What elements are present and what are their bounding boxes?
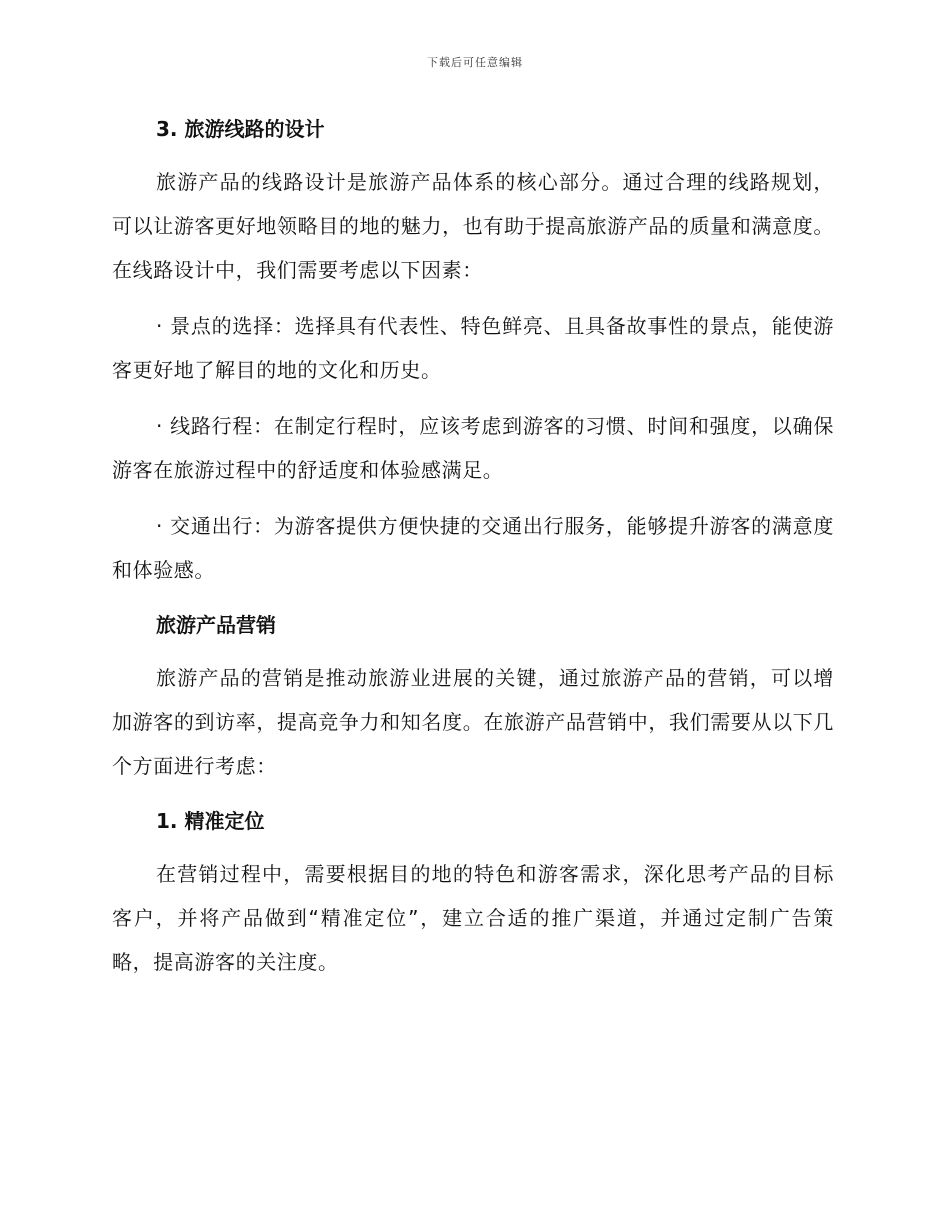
header-note: 下载后可任意编辑 xyxy=(427,56,523,69)
document-body xyxy=(112,110,834,984)
paragraph-marketing-intro: 旅游产品的营销是推动旅游业进展的关键，通过旅游产品的营销，可以增加游客的到访率，提高竞争力和知名度。在旅游产品营销中，我们需要从以下几个方面进行考虑： xyxy=(112,666,834,778)
bullet-transport: · 交通出行：为游客提供方便快捷的交通出行服务，能够提升游客的满意度和体验感。 xyxy=(112,514,834,582)
section-heading-marketing: 旅游产品营销 xyxy=(156,613,276,637)
subheading-precise-positioning: 1. 精准定位 xyxy=(156,809,265,833)
paragraph-route-intro: 旅游产品的线路设计是旅游产品体系的核心部分。通过合理的线路规划，可以让游客更好地领略目的地的魅力，也有助于提高旅游产品的质量和满意度。在线路设计中，我们需要考虑以下因素： xyxy=(112,170,834,282)
bullet-itinerary: · 线路行程：在制定行程时，应该考虑到游客的习惯、时间和强度，以确保游客在旅游过程中的舒适度和体验感满足。 xyxy=(112,414,834,482)
paragraph-precise-positioning: 在营销过程中，需要根据目的地的特色和游客需求，深化思考产品的目标客户，并将产品做到“精准定位”，建立合适的推广渠道，并通过定制广告策略，提高游客的关注度。 xyxy=(112,862,834,974)
section-heading-route-design: 3. 旅游线路的设计 xyxy=(156,117,325,141)
bullet-scenic-selection: · 景点的选择：选择具有代表性、特色鲜亮、且具备故事性的景点，能使游客更好地了解目的地的文化和历史。 xyxy=(112,314,834,382)
